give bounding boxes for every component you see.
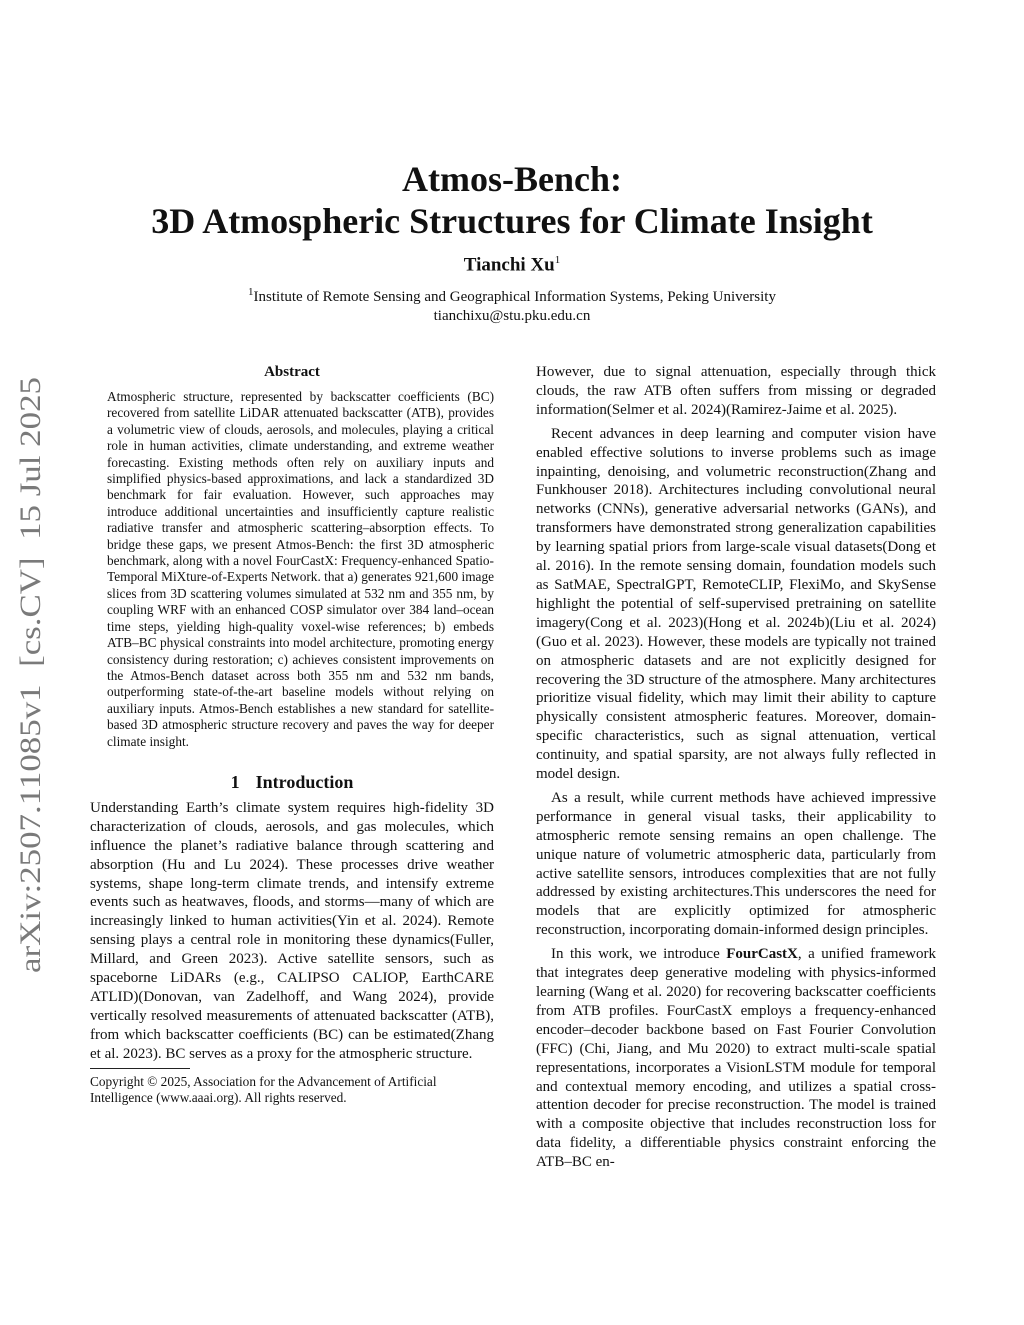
author-affiliation-marker: 1 (554, 254, 561, 266)
footnote-divider (90, 1068, 190, 1069)
body-paragraph-4 (536, 945, 936, 1172)
left-column (90, 364, 494, 1106)
title-line-1: Atmos-Bench: (402, 159, 622, 199)
body-paragraph-3: As a result, while current methods have achieved impressive performance in general visual tasks, their applicability to atmospheric remote sensing remains an open challenge. The unique nature of volumetric atmospheric data, particularly from active satellite sensors, introduces complexities that are not fully addressed by existing architectures.This underscores the need for models that are explicitly optimized for atmospheric reconstruction, incorporating domain-informed design principles. (536, 789, 936, 939)
method-name-fourcastx: FourCastX (726, 946, 798, 963)
introduction-paragraph-1: Understanding Earth’s climate system requires high-fidelity 3D characterization of clouds, aerosols, and gas molecules, which influence the planet’s radiative balance through scattering and absorption (Hu and Lu 2024). These processes drive weather systems, shape long-term climate trends, and intensify extreme events such as heatwaves, floods, and storms—many of which are increasingly linked to human activities(Yin et al. 2024). Remote sensing plays a central role in monitoring these dynamics(Fuller, Millard, and Green 2023). Active satellite sensors, such as spaceborne LiDARs (e.g., CALIPSO CALIOP, EarthCARE ATLID)(Donovan, van Zadelhoff, and Wang 2024), provide vertically resolved measurements of attenuated backscatter (ATB), from which backscatter coefficients (BC) can be estimated(Zhang et al. 2023). BC serves as a proxy for the atmospheric structure. (90, 799, 494, 1062)
right-column (536, 363, 936, 1172)
paper-title (0, 158, 1024, 242)
paragraph-4-start: In this work, we introduce (551, 946, 727, 963)
affiliation-marker: 1 (248, 286, 254, 298)
affiliation (0, 283, 1024, 307)
section-title: Introduction (255, 771, 354, 792)
arxiv-identifier-text: arXiv:2507.11085v1 [cs.CV] 15 Jul 2025 (14, 460, 47, 973)
section-number: 1 (230, 771, 240, 792)
copyright-footnote: Copyright © 2025, Association for the Advancement of Artificial Intelligence (www.aaai.org). All rights reserved. (90, 1073, 437, 1106)
author (0, 254, 1024, 276)
paragraph-4-rest: , a unified framework that integrates deep generative modeling with physics-informed learning (Wang et al. 2020) for recovering backscatter coefficients from ATB profiles. FourCastX employs a frequency-enhanced encoder–decoder backbone based on Fast Fourier Convolution (FFC) (Chi, Jiang, and Mu 2020) to extract multi-scale spatial representations, incorporates a VisionLSTM module for temporal and contextual memory encoding, and utilizes a spatial cross-attention decoder for precise reconstruction. The model is trained with a composite objective that includes reconstruction loss for data fidelity, a differentiable physics constraint enforcing the ATB–BC en- (536, 946, 936, 1171)
affiliation-block (0, 283, 1024, 326)
abstract-text: Atmospheric structure, represented by backscatter coefficients (BC) recovered from satellite LiDAR attenuated backscatter (ATB), provides a volumetric view of clouds, aerosols, and molecules, playing a critical role in human activities, climate understanding, and extreme weather forecasting. Existing methods often rely on auxiliary inputs and simplified physics-based approximations, and lack a standardized 3D benchmark for fair evaluation. However, such approaches may introduce additional uncertainties and insufficiently capture realistic radiative transfer and atmospheric scattering–absorption effects. To bridge these gaps, we present Atmos-Bench: the first 3D atmospheric benchmark, along with a novel FourCastX: Frequency-enhanced Spatio-Temporal MiXture-of-Experts Network. that a) generates 921,600 image slices from 3D scattering volumes simulated at 532 nm and 355 nm, by coupling WRF with an enhanced COSP simulator over 384 land–ocean time steps, yielding high-quality voxel-wise references; b) embeds ATB–BC physical constraints into model architecture, promoting energy consistency during restoration; c) achieves consistent improvements on the Atmos-Bench dataset across both 355 nm and 532 nm bands, outperforming state-of-the-art baseline models without relying on auxiliary inputs. Atmos-Bench establishes a new standard for satellite-based 3D atmospheric structure recovery and paves the way for deeper climate insight. (107, 389, 494, 749)
body-paragraph-2: Recent advances in deep learning and computer vision have enabled effective solutions to inverse problems such as image inpainting, denoising, and volumetric reconstruction(Zhang and Funkhouser 2018). Architectures including convolutional neural networks (CNNs), generative adversarial networks (GANs), and transformers have demonstrated strong generalization capabilities by learning spatial priors from large-scale visual datasets(Dong et al. 2016). In the remote sensing domain, foundation models such as SatMAE, SpectralGPT, RemoteCLIP, FlexiMo, and SkySense highlight the potential of self-supervised pretraining on satellite imagery(Cong et al. 2023)(Hong et al. 2024b)(Liu et al. 2024)(Guo et al. 2023). However, these models are typically not trained on atmospheric datasets and are not explicitly designed for recovering the 3D structure of the atmosphere. Many architectures prioritize visual fidelity, which may limit their ability to capture physically consistent atmospheric features. Moreover, domain-specific characteristics, such as signal attenuation, vertical continuity, and spatial sparsity, are not always fully reflected in model design. (536, 425, 936, 783)
section-heading-introduction (90, 772, 494, 793)
author-name: Tianchi Xu (463, 254, 555, 276)
title-line-2: 3D Atmospheric Structures for Climate Insight (151, 201, 873, 241)
author-email: tianchixu@stu.pku.edu.cn (433, 308, 591, 324)
affiliation-text: Institute of Remote Sensing and Geographical Information Systems, Peking University (253, 289, 776, 305)
body-paragraph-1: However, due to signal attenuation, especially through thick clouds, the raw ATB often suffers from missing or degraded information(Selmer et al. 2024)(Ramirez-Jaime et al. 2025). (536, 364, 936, 418)
arxiv-identifier-stamp (10, 375, 50, 975)
abstract-heading: Abstract (264, 364, 320, 380)
